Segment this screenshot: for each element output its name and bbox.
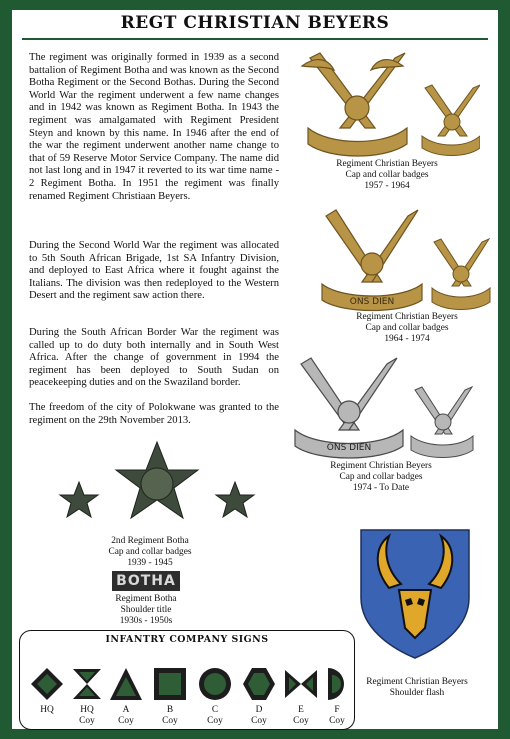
caption-badges-1957 [302, 159, 472, 192]
sign-label-line1: HQ [40, 705, 54, 715]
title-divider [22, 38, 488, 40]
caption-title: Regiment Christian Beyers [356, 312, 458, 322]
sign-label-line1: B [166, 705, 174, 715]
sign-label-hq [30, 705, 64, 716]
caption-dates: 1974 - To Date [352, 483, 410, 493]
sign-label-line1: C [211, 705, 219, 715]
motto-text: ONS DIEN [349, 297, 395, 307]
infantry-company-signs-panel [19, 630, 355, 730]
sign-label-line2: Coy [293, 715, 309, 726]
sign-label-line1: E [298, 705, 304, 715]
sign-label-hq-coy [70, 705, 104, 726]
badge-image-1974 [287, 350, 477, 462]
caption-title: Regiment Christian Beyers [330, 461, 432, 471]
paragraph-freedom: The freedom of the city of Polokwane was granted to the regiment on the 29th November 2013. [29, 402, 279, 426]
caption-subtitle: Cap and collar badges [345, 170, 429, 180]
sign-label-d-coy [242, 705, 276, 726]
sign-label-line1: A [122, 705, 130, 715]
hq-diamond-icon [30, 667, 64, 701]
badge-image-1964 [312, 204, 492, 314]
page-title: REGT CHRISTIAN BEYERS [120, 13, 390, 33]
badge-image-1957 [290, 48, 480, 158]
caption-dates: 1957 - 1964 [364, 181, 410, 191]
c-coy-circle-icon [198, 667, 232, 701]
caption-botha-cap [80, 536, 220, 569]
sign-label-line2: Coy [207, 715, 223, 726]
paragraph-border-war: During the South African Border War the regiment was called up to do duty both internally and in South West Africa. After the change of government in 1994 the regiment has been deployed to South Sudan on peacekeeping duties and on the Swaziland border. [29, 327, 279, 389]
caption-dates: 1939 - 1945 [127, 558, 173, 568]
sign-label-line2: Coy [118, 715, 134, 726]
sign-label-f-coy [320, 705, 354, 726]
caption-title: Regiment Botha [115, 594, 177, 604]
caption-subtitle: Shoulder title [120, 605, 172, 615]
infantry-signs-title: INFANTRY COMPANY SIGNS [105, 634, 269, 645]
sign-label-line2: Coy [79, 715, 95, 726]
sign-label-a-coy [109, 705, 143, 726]
sign-label-line1: F [334, 705, 340, 715]
a-coy-triangle-icon [109, 667, 143, 701]
sign-label-e-coy [284, 705, 318, 726]
sign-label-line1: D [255, 705, 263, 715]
e-coy-bowtie-icon [284, 667, 318, 701]
caption-badges-1974 [296, 461, 466, 494]
caption-subtitle: Cap and collar badges [339, 472, 423, 482]
caption-badges-1964 [322, 312, 492, 345]
d-coy-hexagon-icon [242, 667, 276, 701]
caption-title: 2nd Regiment Botha [111, 536, 189, 546]
f-coy-half-circle-icon [320, 667, 354, 701]
caption-dates: 1930s - 1950s [119, 616, 173, 626]
b-coy-square-icon [153, 667, 187, 701]
shoulder-flash-icon [359, 528, 471, 660]
sign-label-line2: Coy [162, 715, 178, 726]
sign-label-line2: Coy [251, 715, 267, 726]
caption-botha-shoulder [86, 594, 206, 627]
paragraph-history: The regiment was originally formed in 1939 as a second battalion of Regiment Botha and was known as the Second Botha Regiment or the Second Bothas. During the Second World War the regiment underwent a few name changes and in 1942 was known as Regiment Botha. In 1943 the regiment was amalgamated with Regiment President Steyn and known by this name. In 1946 after the end of the war the regiment underwent another name change to that of 59 Reserve Motor Service Company. The name did not last long and in 1947 it reverted to its war time name - 2 Regiment Botha. In 1951 the regiment was finally renamed Regiment Christiaan Beyers. [29, 52, 279, 202]
sign-label-line2: Coy [329, 715, 345, 726]
badge-image-botha-stars [52, 440, 262, 536]
paragraph-ww2: During the Second World War the regiment was allocated to 5th South African Brigade, 1st SA Infantry Division, and deployed to East Africa where it fought against the Italians. The division was then redeployed to the Western Desert and the regiment saw action there. [29, 240, 279, 302]
caption-subtitle: Shoulder flash [389, 688, 445, 698]
caption-shoulder-flash [347, 677, 487, 699]
page [12, 10, 498, 729]
caption-subtitle: Cap and collar badges [365, 323, 449, 333]
caption-dates: 1964 - 1974 [384, 334, 430, 344]
sign-label-b-coy [153, 705, 187, 726]
caption-title: Regiment Christian Beyers [366, 677, 468, 687]
sign-label-line1: HQ [80, 705, 94, 715]
motto-text: ONS DIEN [326, 443, 372, 453]
caption-title: Regiment Christian Beyers [336, 159, 438, 169]
hq-coy-hourglass-icon [70, 667, 104, 701]
sign-label-c-coy [198, 705, 232, 726]
shoulder-title-insignia: BOTHA [112, 571, 180, 591]
caption-subtitle: Cap and collar badges [108, 547, 192, 557]
